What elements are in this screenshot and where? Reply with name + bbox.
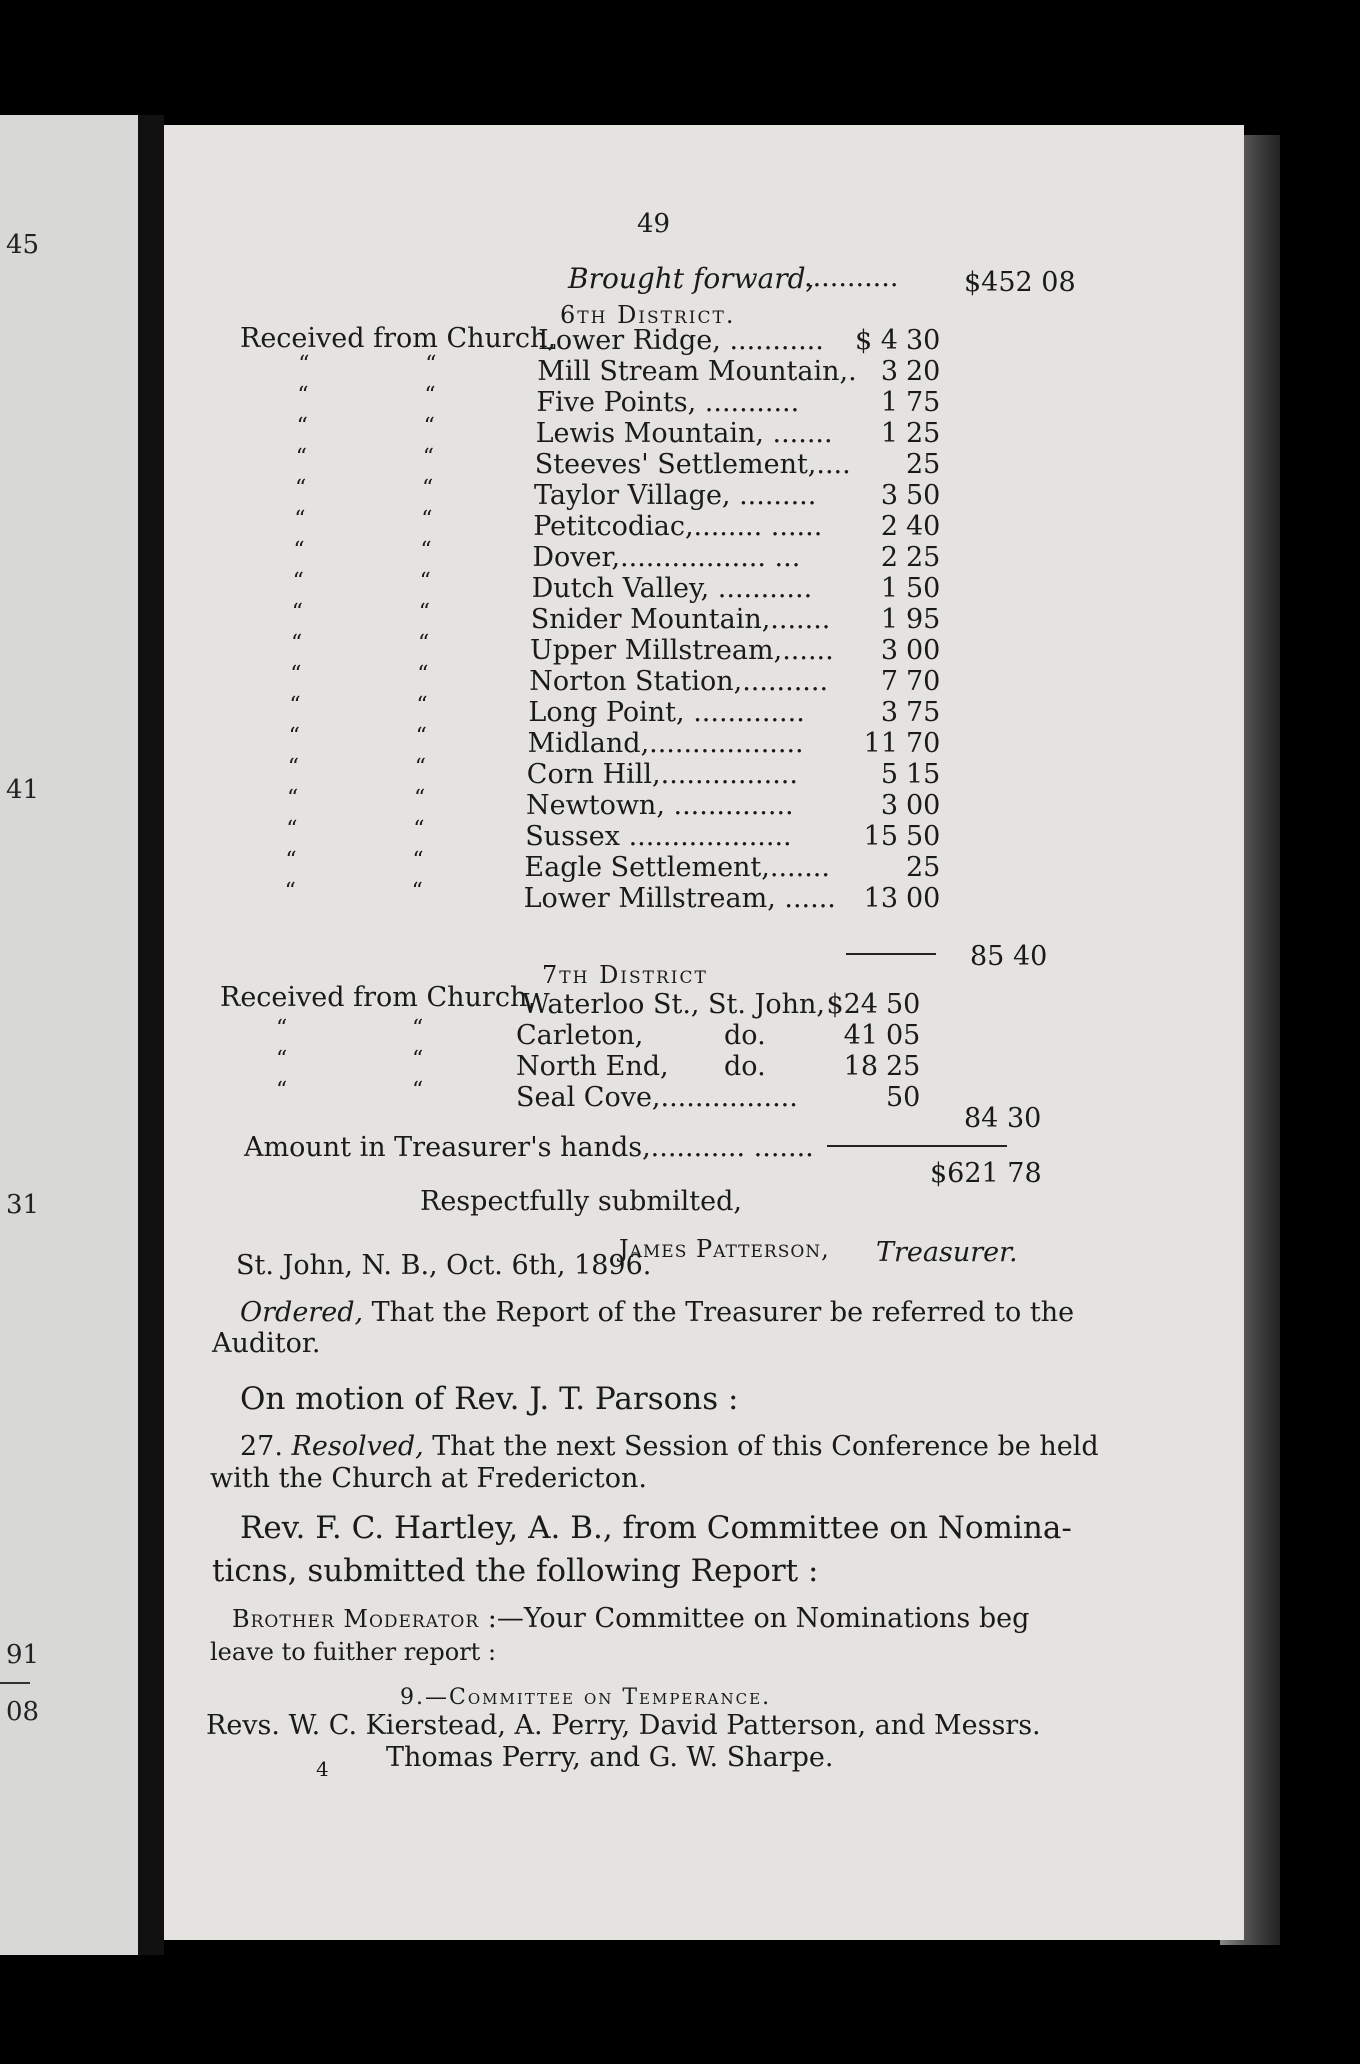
revs-line-1: Revs. W. C. Kierstead, A. Perry, David Patterson, and Messrs. [206,1710,1041,1741]
amount-cents: 75 [906,697,941,728]
resolved-line-2: with the Church at Fredericton. [210,1463,647,1494]
ditto-mark: “ [284,879,296,904]
ditto-mark: “ [422,445,435,470]
ditto-mark: “ [415,724,427,749]
district-7-row [164,1016,1064,1051]
district-7-heading: 7th District [542,961,708,989]
amount-cents: 00 [906,635,941,666]
brought-forward-label: Brought forward, [568,262,815,295]
amount-cents: 00 [906,790,941,821]
left-page-rule [0,1682,30,1684]
amount-dollars: 3 [880,790,898,821]
resolved-word: Resolved, [291,1431,424,1462]
amount-dollars: 3 [880,356,898,387]
amount-dollars: 5 [880,759,898,790]
amount-cents: 50 [906,573,941,604]
district-7-row [164,989,1064,1020]
resolved-paragraph [240,1431,1099,1462]
moderator-line-2: leave to fuither report : [210,1638,497,1666]
amount-cents: 25 [906,449,941,480]
moderator-label: Brother Moderator [232,1605,480,1633]
district-6-row [164,755,1064,790]
church-name: Five Points, ........... [536,387,800,418]
church-name: Eagle Settlement,....... [524,852,830,883]
amount-cents: 30 [906,325,941,356]
ditto-mark: “ [411,879,423,904]
ditto-mark: “ [413,817,425,842]
ditto-mark: “ [293,538,305,563]
district-6-row [164,786,1064,821]
church-name: Long Point, ............. [528,697,805,728]
church-name: Carleton, [516,1020,644,1051]
amount-cents: 50 [906,821,941,852]
ditto-mark: “ [276,1016,288,1041]
treasurer-signature-title: Treasurer. [876,1237,1018,1268]
church-name: Steeves' Settlement,.... [534,449,851,480]
left-page-number: 31 [6,1190,40,1220]
amount-cents: 05 [886,1020,921,1051]
book-gutter [138,115,164,1955]
hartley-line-1: Rev. F. C. Hartley, A. B., from Committee on Nomina- [240,1510,1072,1546]
amount-cents: 75 [906,387,941,418]
ditto-mark: “ [298,352,310,377]
left-page-number: 08 [6,1697,40,1727]
district-7-received-label: Received from Church, [220,982,536,1013]
ditto-mark: “ [290,662,302,687]
page-number: 49 [637,209,671,239]
amount-cents: 25 [906,852,941,883]
ditto-mark: “ [421,507,433,532]
signature-mark: 4 [316,1757,329,1781]
ditto-mark: “ [423,414,435,439]
amount-cents: 00 [906,883,941,914]
ditto-mark: “ [412,1016,424,1041]
ordered-paragraph [240,1297,1074,1328]
hartley-line-2: ticns, submitted the following Report : [212,1553,819,1589]
amount-dollars: 15 [863,821,898,852]
ditto-mark: “ [412,848,424,873]
ditto-mark: “ [289,693,301,718]
district-7-row [164,1078,1064,1113]
amount-cents: 50 [886,989,921,1020]
amount-cents: 25 [886,1051,921,1082]
amount-cents: 40 [906,511,941,542]
ditto-mark: “ [422,476,434,501]
church-name: Lower Millstream, ...... [523,883,836,914]
ordered-line-2: Auditor. [212,1328,321,1359]
book-page [164,125,1244,1940]
district-6-row [164,879,1064,914]
ditto-mark: “ [286,817,298,842]
amount-cents: 25 [906,418,941,449]
ditto-mark: “ [296,414,308,439]
moderator-paragraph [232,1603,1029,1634]
ditto-mark: “ [295,445,308,470]
ditto-mark: “ [412,1047,424,1072]
church-name: Newtown, .............. [526,790,794,821]
amount-cents: 15 [906,759,941,790]
amount-dollars: 13 [863,883,898,914]
church-name: Dutch Valley, ........... [531,573,813,604]
respectfully-submitted: Respectfully submilted, [420,1186,742,1217]
church-name: Waterloo St., St. John, [522,989,826,1020]
report-dateline: St. John, N. B., Oct. 6th, 1896. [236,1250,652,1281]
ditto-do: do. [724,1051,766,1082]
church-name: Upper Millstream,...... [530,635,834,666]
treasurer-signature-name: James Patterson, [619,1235,830,1263]
amount-dollars: $ 4 [855,325,898,356]
amount-cents: 95 [906,604,941,635]
church-name: Taylor Village, ......... [534,480,817,511]
treasurer-hands-label: Amount in Treasurer's hands,........... ....... [244,1132,814,1163]
ditto-mark: “ [414,755,427,780]
ditto-do: do. [724,1020,766,1051]
committee-heading: 9.—Committee on Temperance. [400,1685,772,1710]
church-name: Norton Station,.......... [529,666,829,697]
district-6-received-label: Received from Church, [240,323,556,354]
amount-dollars: 1 [880,418,898,449]
church-name: Snider Mountain,....... [530,604,831,635]
ditto-mark: “ [292,569,304,594]
amount-cents: 70 [906,728,941,759]
district-6-row [164,817,1064,852]
ditto-mark: “ [285,848,297,873]
grand-total-rule [827,1145,1007,1147]
amount-cents: 50 [886,1082,921,1113]
amount-dollars: 11 [863,728,898,759]
church-name: Petitcodiac,........ ...... [533,511,823,542]
left-page-number: 45 [6,230,40,260]
amount-cents: 25 [906,542,941,573]
resolved-number: 27. [240,1431,283,1462]
ditto-mark: “ [424,383,436,408]
amount-dollars: 41 [843,1020,878,1051]
church-name: Dover,................. ... [532,542,801,573]
amount-cents: 50 [906,480,941,511]
amount-dollars: 2 [880,542,898,573]
revs-line-2: Thomas Perry, and G. W. Sharpe. [386,1742,834,1773]
ordered-word: Ordered, [240,1297,364,1328]
ditto-mark: “ [291,600,304,625]
amount-dollars: 3 [880,480,898,511]
amount-dollars: $24 [826,989,878,1020]
left-page-number: 41 [6,775,40,805]
ditto-mark: “ [294,507,306,532]
amount-cents: 20 [906,356,941,387]
ditto-mark: “ [416,693,428,718]
ditto-mark: “ [420,538,432,563]
ditto-mark: “ [418,600,431,625]
ordered-text: That the Report of the Treasurer be referred to the [371,1297,1075,1328]
amount-cents: 70 [906,666,941,697]
ditto-mark: “ [418,631,430,656]
amount-dollars: 1 [880,387,898,418]
ditto-mark: “ [288,724,300,749]
church-name: Corn Hill,................ [526,759,798,790]
district-7-row [164,1047,1064,1082]
church-name: Sussex ................... [525,821,792,852]
district-6-row [164,848,1064,883]
amount-dollars: 18 [843,1051,878,1082]
amount-dollars: 1 [880,573,898,604]
motion-heading: On motion of Rev. J. T. Parsons : [240,1381,739,1417]
ditto-mark: “ [425,352,437,377]
ditto-mark: “ [287,786,299,811]
amount-dollars: 3 [880,635,898,666]
ditto-mark: “ [276,1078,288,1103]
ditto-mark: “ [297,383,309,408]
moderator-text: :—Your Committee on Nominations beg [487,1603,1030,1634]
ditto-mark: “ [287,755,300,780]
amount-dollars: 7 [880,666,898,697]
church-name: Seal Cove,................ [516,1082,798,1113]
ditto-mark: “ [412,1078,424,1103]
ditto-mark: “ [414,786,426,811]
brought-forward-amount: $452 08 [964,267,1076,298]
church-name: Midland,.................. [527,728,804,759]
district-7-total: 84 30 [964,1103,1042,1134]
amount-dollars: 2 [880,511,898,542]
ditto-mark: “ [419,569,431,594]
amount-dollars: 3 [880,697,898,728]
left-page-number: 91 [6,1640,40,1670]
ditto-mark: “ [291,631,303,656]
church-name: North End, [516,1051,669,1082]
amount-dollars: 1 [880,604,898,635]
ditto-mark: “ [295,476,307,501]
district-6-subtotal-rule [846,953,936,955]
treasurer-hands-amount: $621 78 [930,1158,1042,1189]
left-facing-page [0,115,138,1955]
district-6-total: 85 40 [970,941,1048,972]
brought-forward-leader: ........... [804,262,899,293]
district-6-heading: 6th District. [560,301,736,329]
church-name: Mill Stream Mountain,. [537,356,857,387]
church-name: Lewis Mountain, ....... [535,418,833,449]
church-name: Lower Ridge, ........... [538,325,824,356]
resolved-text: That the next Session of this Conference be held [432,1431,1099,1462]
ditto-mark: “ [417,662,429,687]
ditto-mark: “ [276,1047,288,1072]
